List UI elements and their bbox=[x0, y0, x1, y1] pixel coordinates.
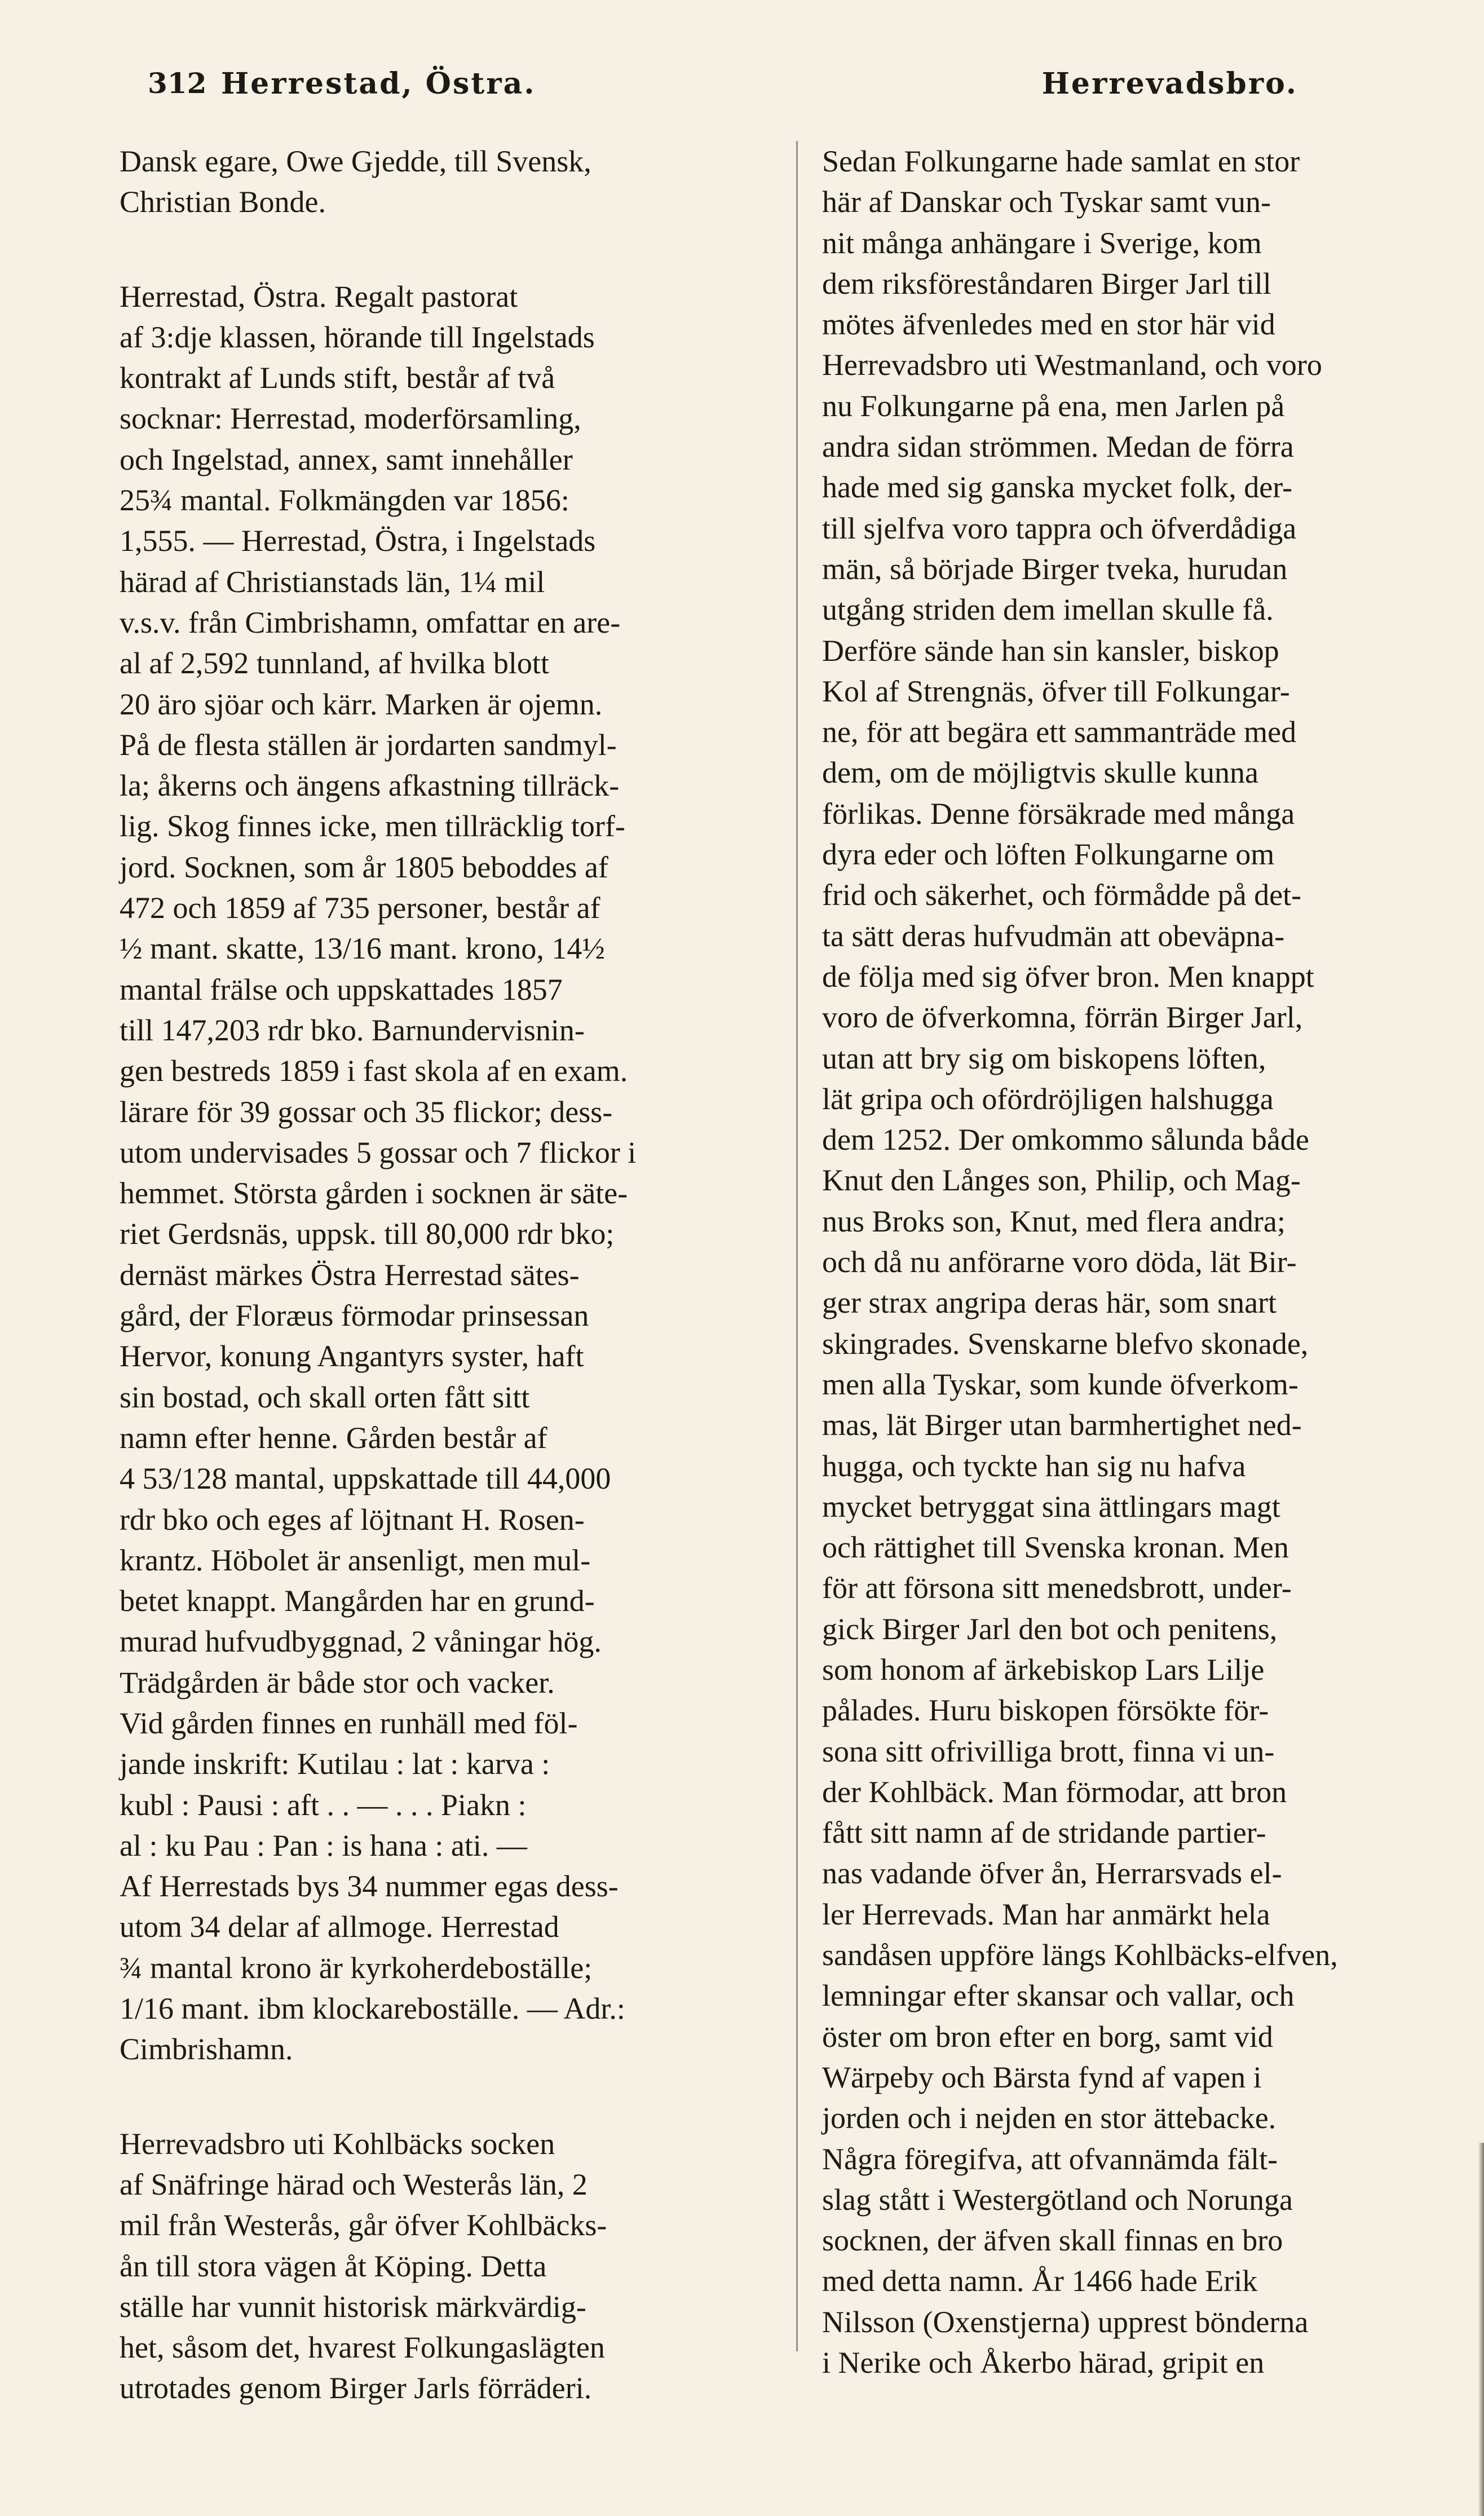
text-line: 1/16 mant. ibm klockareboställe. — Adr.: bbox=[120, 1992, 625, 2026]
text-line: utom 34 delar af allmoge. Herrestad bbox=[120, 1910, 559, 1944]
text-line: som honom af ärkebiskop Lars Lilje bbox=[822, 1652, 1265, 1687]
text-line: Nilsson (Oxenstjerna) upprest bönderna bbox=[822, 2305, 1309, 2339]
text-line: men alla Tyskar, som kunde öfverkom- bbox=[822, 1367, 1298, 1401]
text-line: jande inskrift: Kutilau : lat : karva : bbox=[120, 1747, 550, 1781]
text-line: lig. Skog finnes icke, men tillräcklig torf- bbox=[120, 809, 625, 844]
text-line: Af Herrestads bys 34 nummer egas dess- bbox=[120, 1869, 619, 1904]
text-line: gård, der Floræus förmodar prinsessan bbox=[120, 1299, 589, 1333]
text-line: i Nerike och Åkerbo härad, gripit en bbox=[822, 2346, 1265, 2380]
paragraph-gap bbox=[120, 223, 779, 276]
running-head-right: Herrevadsbro. bbox=[1041, 67, 1298, 101]
text-line: lät gripa och ofördröjligen halshugga bbox=[822, 1082, 1274, 1116]
text-line: jord. Socknen, som år 1805 beboddes af bbox=[120, 850, 608, 884]
text-line: rdr bko och eges af löjtnant H. Rosen- bbox=[120, 1502, 585, 1537]
text-line: och Ingelstad, annex, samt innehåller bbox=[120, 442, 573, 476]
text-line: dernäst märkes Östra Herrestad sätes- bbox=[120, 1257, 580, 1292]
text-line: socknen, der äfven skall finnas en bro bbox=[822, 2223, 1283, 2258]
text-line: 25¾ mantal. Folkmängden var 1856: bbox=[120, 483, 569, 518]
text-line: fått sitt namn af de stridande partier- bbox=[822, 1816, 1266, 1850]
text-line: nus Broks son, Knut, med flera andra; bbox=[822, 1204, 1286, 1238]
text-line: härad af Christianstads län, 1¼ mil bbox=[120, 564, 545, 599]
text-line: dem 1252. Der omkommo sålunda både bbox=[822, 1123, 1309, 1157]
text-line: het, såsom det, hvarest Folkungaslägten bbox=[120, 2330, 605, 2365]
text-line: ler Herrevads. Man har anmärkt hela bbox=[822, 1897, 1270, 1931]
text-line: och rättighet till Svenska kronan. Men bbox=[822, 1530, 1289, 1565]
text-line: slag stått i Westergötland och Norunga bbox=[822, 2182, 1293, 2217]
text-line: ställe har vunnit historisk märkvärdig- bbox=[120, 2289, 586, 2324]
text-line: mil från Westerås, går öfver Kohlbäcks- bbox=[120, 2208, 607, 2243]
text-line: sin bostad, och skall orten fått sitt bbox=[120, 1380, 530, 1414]
text-line: män, så började Birger tveka, hurudan bbox=[822, 551, 1288, 586]
text-line: frid och säkerhet, och förmådde på det- bbox=[822, 878, 1302, 912]
text-line: murad hufvudbyggnad, 2 våningar hög. bbox=[120, 1625, 602, 1659]
text-line: sona sitt ofrivilliga brott, finna vi un- bbox=[822, 1734, 1275, 1768]
text-line: Derföre sände han sin kansler, biskop bbox=[822, 633, 1279, 668]
text-line: voro de öfverkomna, förrän Birger Jarl, bbox=[822, 1000, 1303, 1035]
text-line: al af 2,592 tunnland, af hvilka blott bbox=[120, 646, 549, 681]
text-line: utan att bry sig om biskopens löften, bbox=[822, 1041, 1266, 1075]
text-line: ½ mant. skatte, 13/16 mant. krono, 14½ bbox=[120, 932, 605, 966]
text-line: 20 äro sjöar och kärr. Marken är ojemn. bbox=[120, 687, 603, 721]
text-line: Cimbrishamn. bbox=[120, 2032, 293, 2067]
text-line: Herrestad, Östra. Regalt pastorat bbox=[120, 279, 518, 314]
text-line: ne, för att begära ett sammanträde med bbox=[822, 715, 1297, 749]
paragraph-gap bbox=[120, 2070, 779, 2124]
text-line: ta sätt deras hufvudmän att obeväpna- bbox=[822, 919, 1285, 953]
text-line: öster om bron efter en borg, samt vid bbox=[822, 2019, 1273, 2054]
text-line: kontrakt af Lunds stift, består af två bbox=[120, 361, 555, 395]
text-line: Sedan Folkungarne hade samlat en stor bbox=[822, 144, 1300, 178]
text-line: Vid gården finnes en runhäll med föl- bbox=[120, 1706, 578, 1740]
text-line: nu Folkungarne på ena, men Jarlen på bbox=[822, 389, 1285, 423]
text-line: 4 53/128 mantal, uppskattade till 44,000 bbox=[120, 1462, 611, 1496]
text-line: pålades. Huru biskopen försökte för- bbox=[822, 1693, 1269, 1728]
text-line: hade med sig ganska mycket folk, der- bbox=[822, 470, 1293, 505]
text-line: mantal frälse och uppskattades 1857 bbox=[120, 972, 563, 1007]
text-line: skingrades. Svenskarne blefvo skonade, bbox=[822, 1326, 1309, 1361]
text-line: Herrevadsbro uti Westmanland, och voro bbox=[822, 348, 1322, 382]
text-line: jorden och i nejden en stor ättebacke. bbox=[822, 2101, 1277, 2135]
text-line: utgång striden dem imellan skulle få. bbox=[822, 593, 1274, 627]
text-line: sandåsen uppföre längs Kohlbäcks-elfven, bbox=[822, 1938, 1338, 1972]
text-line: kubl : Pausi : aft . . — . . . Piakn : bbox=[120, 1787, 527, 1822]
text-line: Några föregifva, att ofvannämda fält- bbox=[822, 2142, 1278, 2176]
text-line: krantz. Höbolet är ansenligt, men mul- bbox=[120, 1543, 591, 1577]
text-line: al : ku Pau : Pan : is hana : ati. — bbox=[120, 1828, 527, 1862]
text-line: utrotades genom Birger Jarls förräderi. bbox=[120, 2371, 592, 2405]
text-line: betet knappt. Mangården har en grund- bbox=[120, 1584, 595, 1618]
text-line: namn efter henne. Gården består af bbox=[120, 1420, 547, 1455]
text-line: riet Gerdsnäs, uppsk. till 80,000 rdr bko; bbox=[120, 1217, 615, 1251]
text-line: Trädgården är både stor och vacker. bbox=[120, 1665, 555, 1700]
text-line: mycket betryggat sina ättlingars magt bbox=[822, 1489, 1280, 1524]
text-line: mas, lät Birger utan barmhertighet ned- bbox=[822, 1408, 1302, 1442]
text-line: af 3:dje klassen, hörande till Ingelstads bbox=[120, 320, 595, 354]
text-line: Wärpeby och Bärsta fynd af vapen i bbox=[822, 2060, 1262, 2094]
text-line: gick Birger Jarl den bot och penitens, bbox=[822, 1612, 1278, 1646]
text-line: Knut den Långes son, Philip, och Mag- bbox=[822, 1163, 1301, 1198]
text-line: för att försona sitt menedsbrott, under- bbox=[822, 1571, 1292, 1605]
right-column bbox=[822, 141, 1484, 2383]
text-line: 472 och 1859 af 735 personer, består af bbox=[120, 891, 600, 925]
left-column bbox=[120, 141, 779, 2409]
text-line: 1,555. — Herrestad, Östra, i Ingelstads bbox=[120, 524, 596, 558]
text-line: lärare för 39 gossar och 35 flickor; dess- bbox=[120, 1094, 613, 1129]
text-line: dem riksföreståndaren Birger Jarl till bbox=[822, 266, 1271, 301]
running-head-left: Herrestad, Östra. bbox=[221, 67, 536, 101]
text-line: socknar: Herrestad, moderförsamling, bbox=[120, 401, 581, 436]
text-line: här af Danskar och Tyskar samt vun- bbox=[822, 185, 1271, 219]
text-line: mötes äfvenledes med en stor här vid bbox=[822, 307, 1275, 342]
text-line: till sjelfva voro tappra och öfverdådiga bbox=[822, 511, 1297, 545]
text-line: ån till stora vägen åt Köping. Detta bbox=[120, 2249, 547, 2283]
text-line: till 147,203 rdr bko. Barnundervisnin- bbox=[120, 1013, 585, 1047]
text-line: dem, om de möjligtvis skulle kunna bbox=[822, 756, 1258, 790]
text-line: med detta namn. År 1466 hade Erik bbox=[822, 2264, 1258, 2298]
text-line: v.s.v. från Cimbrishamn, omfattar en are- bbox=[120, 605, 621, 639]
text-line: lemningar efter skansar och vallar, och bbox=[822, 1979, 1295, 2013]
text-line: dyra eder och löften Folkungarne om bbox=[822, 837, 1275, 872]
text-line: hugga, och tyckte han sig nu hafva bbox=[822, 1449, 1246, 1483]
text-line: Dansk egare, Owe Gjedde, till Svensk, bbox=[120, 144, 591, 178]
text-line: utom undervisades 5 gossar och 7 flickor i bbox=[120, 1135, 637, 1169]
text-line: nit många anhängare i Sverige, kom bbox=[822, 226, 1262, 260]
text-line: förlikas. Denne försäkrade med många bbox=[822, 796, 1295, 831]
text-line: och då nu anförarne voro döda, lät Bir- bbox=[822, 1245, 1297, 1279]
text-line: Christian Bonde. bbox=[120, 185, 326, 219]
column-divider bbox=[796, 141, 798, 2351]
text-line: ger strax angripa deras här, som snart bbox=[822, 1286, 1277, 1320]
text-line: de följa med sig öfver bron. Men knappt bbox=[822, 959, 1314, 994]
text-line: la; åkerns och ängens afkastning tillräck- bbox=[120, 769, 620, 803]
page-number: 312 bbox=[148, 67, 207, 100]
page-edge-shadow bbox=[1478, 2143, 1484, 2516]
text-line: ¾ mantal krono är kyrkoherdeboställe; bbox=[120, 1950, 593, 1985]
text-line: nas vadande öfver ån, Herrarsvads el- bbox=[822, 1856, 1282, 1891]
text-line: hemmet. Största gården i socknen är säte- bbox=[120, 1176, 628, 1211]
text-line: gen bestreds 1859 i fast skola af en exam. bbox=[120, 1054, 628, 1088]
text-line: af Snäfringe härad och Westerås län, 2 bbox=[120, 2167, 588, 2201]
page-header bbox=[148, 67, 1298, 117]
text-line: Kol af Strengnäs, öfver till Folkungar- bbox=[822, 674, 1290, 708]
text-line: der Kohlbäck. Man förmodar, att bron bbox=[822, 1775, 1287, 1809]
text-line: Herrevadsbro uti Kohlbäcks socken bbox=[120, 2126, 555, 2161]
text-line: Hervor, konung Angantyrs syster, haft bbox=[120, 1339, 584, 1374]
text-line: På de flesta ställen är jordarten sandmyl- bbox=[120, 727, 617, 762]
text-line: andra sidan strömmen. Medan de förra bbox=[822, 430, 1294, 464]
